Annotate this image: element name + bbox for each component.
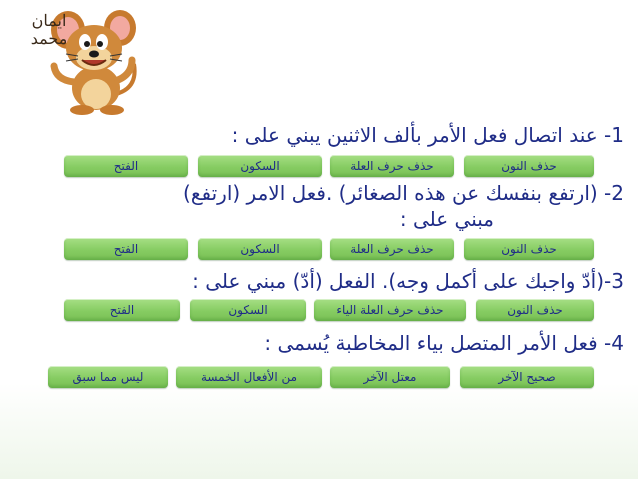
q3-option-alsukoon-button[interactable]: السكون [190, 299, 306, 321]
question-4-text: 4- فعل الأمر المتصل بياء المخاطبة يُسمى : [264, 331, 624, 355]
q1-option-alsukoon-button[interactable]: السكون [198, 155, 322, 177]
q1-option-hathf-harf-alilla-button[interactable]: حذف حرف العلة [330, 155, 454, 177]
q4-option-saheeh-alakhir-button[interactable]: صحيح الآخر [460, 366, 594, 388]
q4-option-afaal-khamsa-button[interactable]: من الأفعال الخمسة [176, 366, 322, 388]
q3-option-hathf-alnoon-button[interactable]: حذف النون [476, 299, 594, 321]
q1-option-hathf-alnoon-button[interactable]: حذف النون [464, 155, 594, 177]
question-1-text: 1- عند اتصال فعل الأمر بألف الاثنين يبني على : [231, 123, 624, 147]
q3-option-alfath-button[interactable]: الفتح [64, 299, 180, 321]
q2-option-alfath-button[interactable]: الفتح [64, 238, 188, 260]
jerry-mouse-logo [8, 6, 143, 116]
question-3-text: 3-(أدّ واجبك على أكمل وجه). الفعل (أدّ) مبني على : [192, 269, 624, 293]
q2-option-hathf-harf-alilla-button[interactable]: حذف حرف العلة [330, 238, 454, 260]
q4-option-mutal-alakhir-button[interactable]: معتل الآخر [330, 366, 450, 388]
question-2 [183, 180, 624, 232]
question-4 [264, 330, 624, 356]
question-1 [232, 122, 624, 148]
question-2-text-line1: 2- (ارتفع بنفسك عن هذه الصغائر) .فعل الامر (ارتفع) [183, 181, 624, 205]
q3-option-hathf-harf-alilla-alyaa-button[interactable]: حذف حرف العلة الياء [314, 299, 466, 321]
logo-signature-line1: ايمان [31, 11, 67, 30]
q4-option-laysa-mimma-sabaq-button[interactable]: ليس مما سبق [48, 366, 168, 388]
q2-option-hathf-alnoon-button[interactable]: حذف النون [464, 238, 594, 260]
logo-signature [10, 12, 88, 48]
q1-option-alfath-button[interactable]: الفتح [64, 155, 188, 177]
question-3 [192, 268, 624, 294]
question-2-text-line2: مبني على : [399, 207, 494, 231]
logo-signature-line2: محمد [30, 29, 68, 48]
q2-option-alsukoon-button[interactable]: السكون [198, 238, 322, 260]
